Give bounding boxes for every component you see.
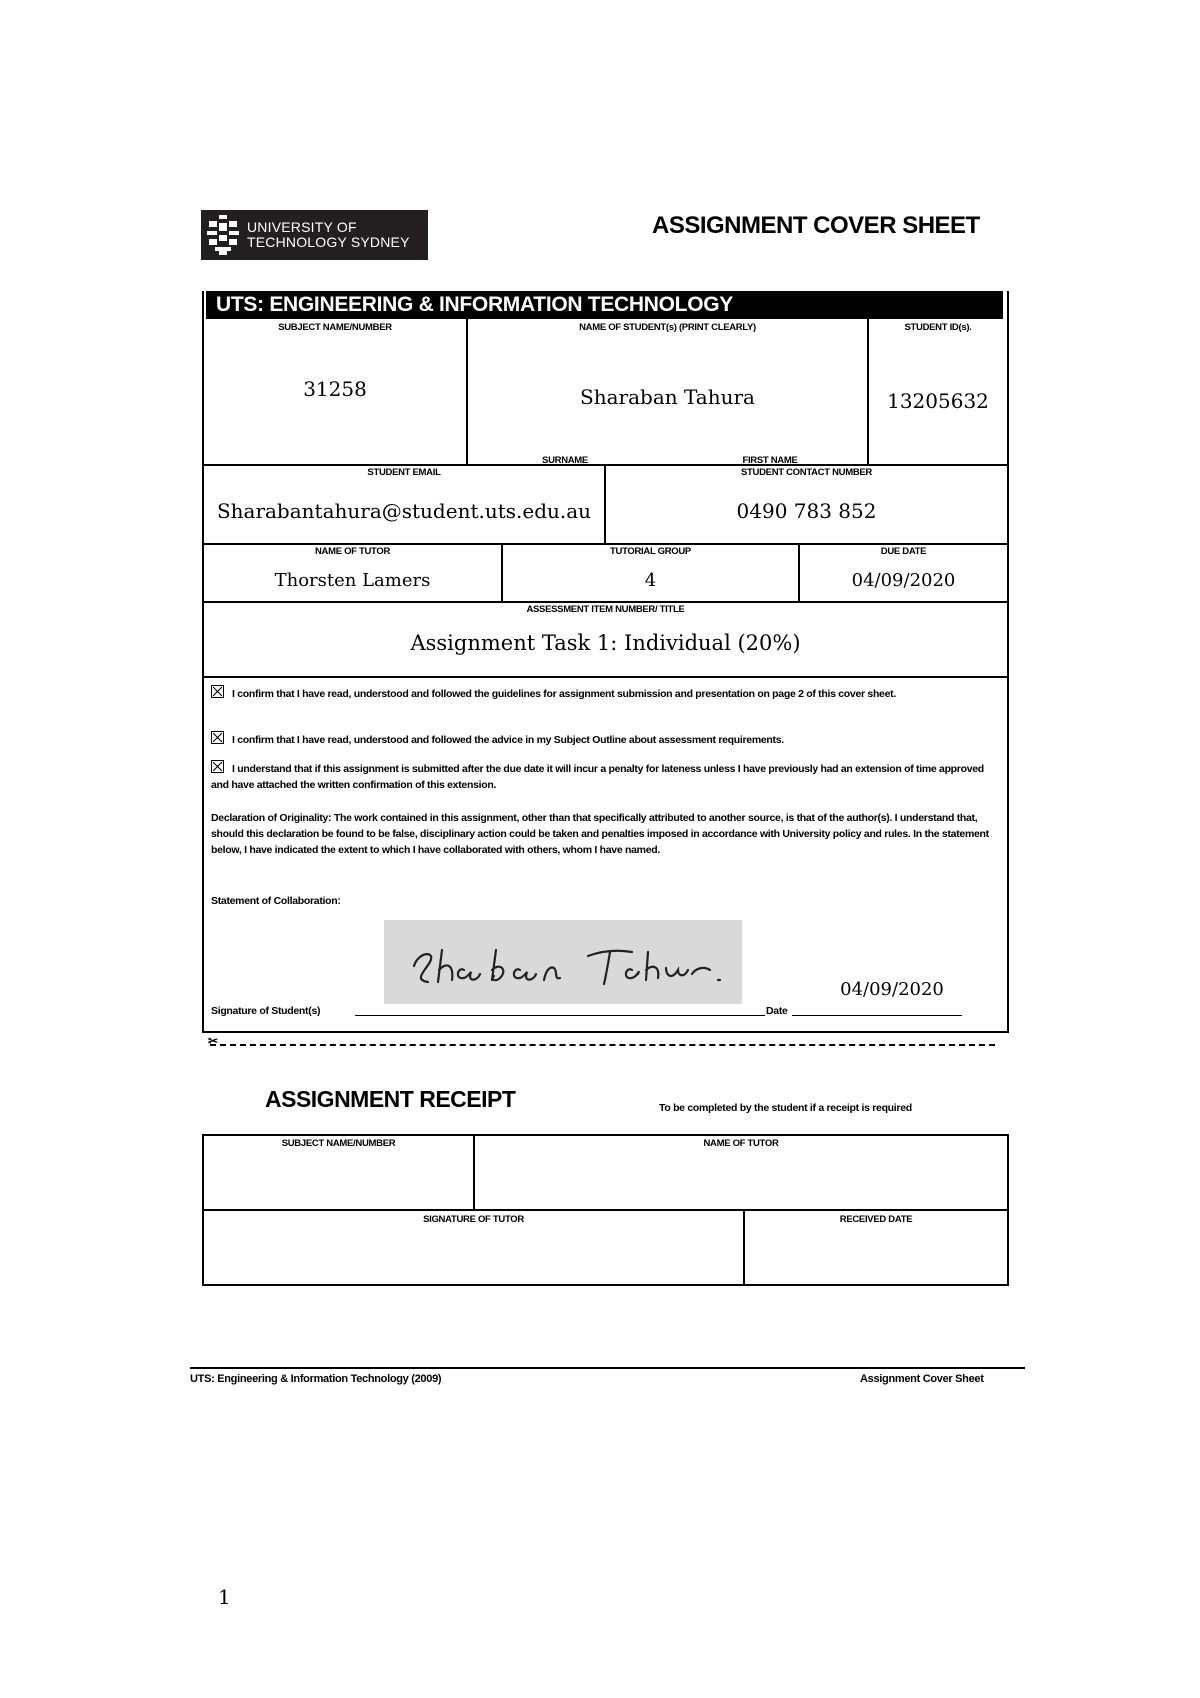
student-id-label: STUDENT ID(s).: [904, 322, 972, 333]
receipt-row-divider: [202, 1209, 1009, 1211]
form-border-left: [202, 291, 204, 1033]
checkbox-checked-icon[interactable]: [211, 731, 224, 744]
row-divider-3: [202, 601, 1009, 603]
scissors-icon: ✂: [208, 1034, 219, 1048]
page-title: ASSIGNMENT COVER SHEET: [652, 212, 980, 239]
email-value: Sharabantahura@student.uts.edu.au: [216, 499, 592, 523]
form-border-bottom: [202, 1031, 1009, 1033]
email-label: STUDENT EMAIL: [367, 467, 441, 478]
page-number: 1: [218, 1585, 231, 1609]
due-date-value: 04/09/2020: [851, 570, 956, 591]
group-label: TUTORIAL GROUP: [610, 546, 691, 557]
checkbox-checked-icon[interactable]: [211, 685, 224, 698]
receipt-note: To be completed by the student if a receipt is required: [659, 1102, 912, 1114]
receipt-subject-label: SUBJECT NAME/NUMBER: [281, 1138, 396, 1149]
checkbox-checked-icon[interactable]: [211, 760, 224, 773]
faculty-banner: UTS: ENGINEERING & INFORMATION TECHNOLOGY: [206, 291, 1003, 319]
declaration-label: Declaration of Originality:: [211, 812, 332, 824]
check-item-outline: [211, 731, 1001, 748]
signature-line: [355, 1015, 765, 1016]
date-line: [792, 1015, 962, 1016]
contact-label: STUDENT CONTACT NUMBER: [741, 467, 872, 478]
receipt-tutor-label: NAME OF TUTOR: [703, 1138, 779, 1149]
logo-text-line2: TECHNOLOGY SYDNEY: [247, 234, 410, 250]
subject-label: SUBJECT NAME/NUMBER: [278, 322, 392, 333]
tutor-label: NAME OF TUTOR: [314, 546, 391, 557]
row-divider-4: [202, 676, 1009, 678]
check-text-lateness: I understand that if this assignment is submitted after the due date it will incur a penalty for lateness unless I have previously had an extension of time approved and have attached the written confirmation of this extension.: [211, 763, 984, 791]
check-item-guidelines: [211, 685, 1001, 702]
signature-scribble-icon: [384, 920, 742, 1004]
receipt-received-label: RECEIVED DATE: [839, 1214, 913, 1225]
first-name-label: FIRST NAME: [742, 455, 798, 466]
footer-rule: [190, 1367, 1025, 1369]
receipt-title: ASSIGNMENT RECEIPT: [265, 1086, 516, 1112]
uts-logo: [201, 210, 428, 260]
footer-right: Assignment Cover Sheet: [860, 1373, 984, 1385]
date-label: Date: [766, 1005, 788, 1017]
signature-image: [384, 920, 742, 1004]
subject-value: 31258: [303, 377, 367, 401]
collaboration-label: Statement of Collaboration:: [211, 895, 341, 907]
declaration-block: [211, 810, 1001, 858]
assignment-value: Assignment Task 1: Individual (20%): [410, 631, 801, 655]
cut-dashed-line: [210, 1044, 995, 1046]
declaration-text: The work contained in this assignment, other than that specifically attributed to another source, is that of the author(s). I understand that, should this declaration be found to be false, disciplinary action could be taken and penalties imposed in accordance with University policy and rules. In the statement below, I have indicated the extent to which I have collaborated with others, whom I have named.: [211, 812, 989, 856]
receipt-signature-label: SIGNATURE OF TUTOR: [423, 1214, 524, 1225]
student-id-value: 13205632: [887, 389, 989, 413]
due-date-label: DUE DATE: [880, 546, 927, 557]
check-text-guidelines: I confirm that I have read, understood and followed the guidelines for assignment submission and presentation on page 2 of this cover sheet.: [232, 688, 896, 700]
footer-left: UTS: Engineering & Information Technology (2009): [190, 1373, 442, 1385]
contact-value: 0490 783 852: [736, 499, 877, 523]
surname-label: SURNAME: [542, 455, 588, 466]
uts-crest-icon: [205, 213, 241, 257]
receipt-border-bottom: [202, 1284, 1009, 1286]
check-item-lateness: [211, 760, 1001, 793]
student-name-value: Sharaban Tahura: [580, 385, 755, 409]
logo-text-line1: UNIVERSITY OF: [247, 219, 357, 235]
form-border-right: [1007, 291, 1009, 1033]
tutor-value: Thorsten Lamers: [274, 570, 431, 591]
group-value: 4: [644, 570, 657, 591]
signature-label: Signature of Student(s): [211, 1005, 321, 1017]
assignment-label: ASSESSMENT ITEM NUMBER/ TITLE: [526, 604, 685, 615]
signature-date-value: 04/09/2020: [840, 979, 944, 1000]
receipt-border-top: [202, 1134, 1009, 1136]
students-label: NAME OF STUDENT(s) (PRINT CLEARLY): [579, 322, 756, 333]
check-text-outline: I confirm that I have read, understood and followed the advice in my Subject Outline about assessment requirements.: [232, 734, 784, 746]
